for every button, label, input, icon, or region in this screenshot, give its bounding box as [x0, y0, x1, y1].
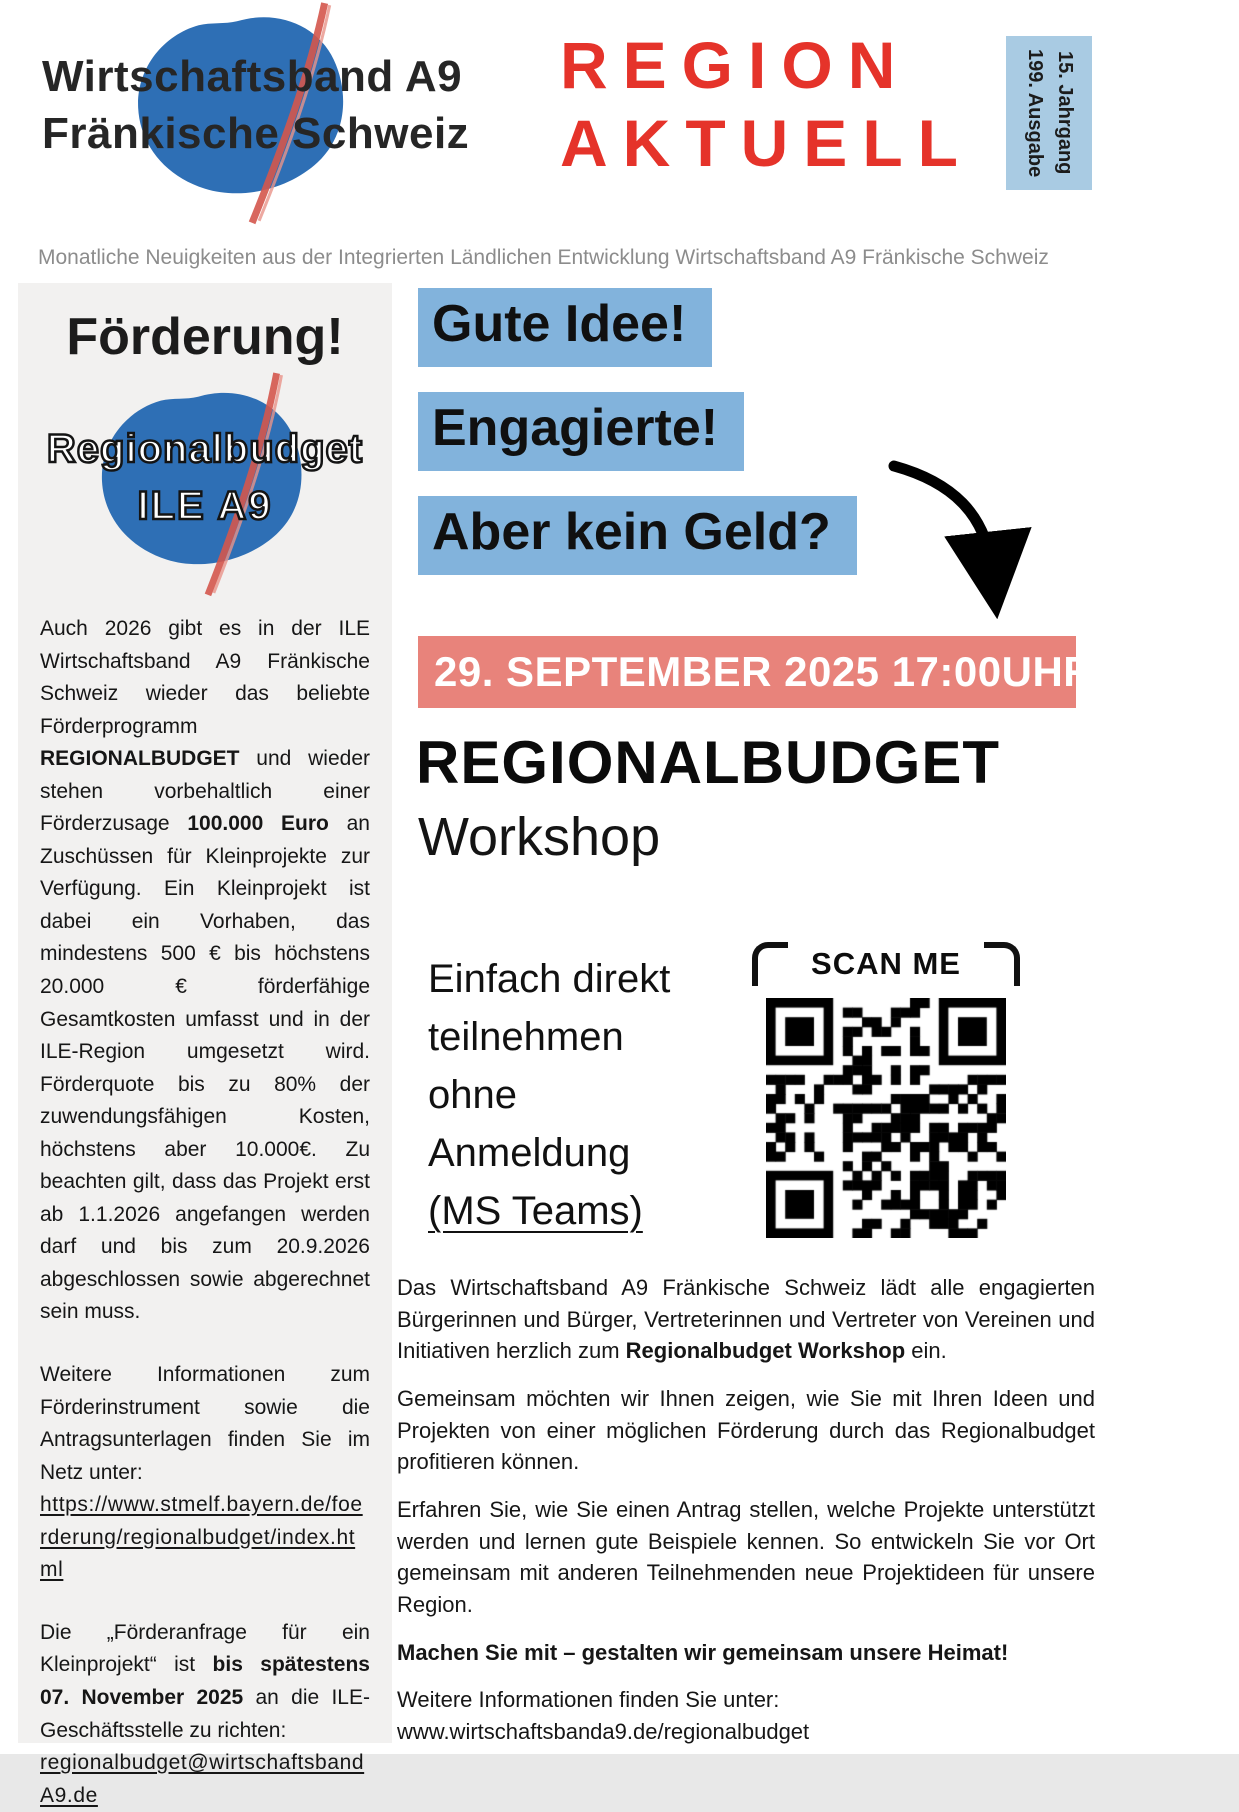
scan-frame-corner-left — [752, 942, 788, 986]
qr-code — [766, 998, 1006, 1238]
text-segment: an die ILE-Geschäftsstelle zu richten: — [40, 1685, 370, 1742]
edition-year: 15. Jahrgang — [1054, 51, 1076, 175]
text-segment: bis spätestens 07. November 2025 — [40, 1653, 370, 1709]
tagline: Monatliche Neuigkeiten aus der Integrierten Ländlichen Entwicklung Wirtschaftsband A9 Fränkische Schweiz — [38, 246, 1049, 269]
text-segment: REGIONALBUDGET — [40, 747, 240, 771]
link[interactable]: https://www.stmelf.bayern.de/foerderung/regionalbudget/index.html — [40, 1493, 363, 1582]
learn-paragraph — [397, 1494, 1095, 1621]
deadline-paragraph — [40, 1617, 370, 1812]
funding-paragraph — [40, 613, 370, 1329]
text-segment: Regionalbudget Workshop — [625, 1338, 906, 1364]
text-segment: Weitere Informationen zum Förderinstrument sowie die Antragsunterlagen finden Sie im Netz unter: — [40, 1363, 370, 1484]
regionalbudget-logo — [40, 387, 370, 587]
text-segment: an Zuschüssen für Kleinprojekte zur Verfügung. Ein Kleinprojekt ist dabei ein Vorhaben, das mindestens 500 € bis höchstens 20.000 € förderfähige Gesamtkosten umfasst und in der ILE-Region umgesetzt wird. Förderquote bis zu 80% der zuwendungsfähigen Kosten, höchstens aber 10.000€. Zu beachten gilt, dass das Projekt erst ab 1.1.2026 angefangen werden darf und bis zum 20.9.2026 abgeschlossen sowie abgerechnet sein muss. — [40, 812, 370, 1324]
scan-me-label: SCAN ME — [811, 946, 961, 981]
org-name-line2: Fränkische Schweiz — [42, 109, 470, 158]
event-date-banner: 29. SEPTEMBER 2025 17:00UHR — [418, 636, 1076, 708]
more-info — [397, 1684, 1095, 1747]
org-name-line1: Wirtschaftsband A9 — [42, 52, 463, 101]
participation-line-1: Einfach direkt — [428, 957, 671, 1001]
funding-sidebar — [18, 283, 392, 1807]
masthead-title — [560, 26, 973, 182]
text-segment: Erfahren Sie, wie Sie einen Antrag stellen, welche Projekte unterstützt werden und lernen gute Beispiele kennen. So entwickeln Sie vor Ort gemeinsam mit anderen Teilnehmenden neue Projektideen für unsere Region. — [397, 1497, 1095, 1618]
text-segment: 100.000 Euro — [187, 812, 329, 836]
text-segment: Auch 2026 gibt es in der ILE Wirtschaftsband A9 Fränkische Schweiz wieder das beliebte Förderprogramm — [40, 617, 370, 738]
masthead-line1: REGION — [560, 28, 911, 102]
arrow-down-right-icon — [884, 452, 1026, 600]
text-segment: und wieder stehen vorbehaltlich einer Förderzusage — [40, 747, 370, 836]
text-segment: ein. — [905, 1338, 947, 1364]
highlight-kein-geld: Aber kein Geld? — [418, 496, 857, 575]
more-info-url: www.wirtschaftsbanda9.de/regionalbudget — [397, 1719, 810, 1745]
text-segment: Gemeinsam möchten wir Ihnen zeigen, wie Sie mit Ihren Ideen und Projekten von einer möglichen Förderung durch das Regionalbudget profitieren können. — [397, 1386, 1095, 1475]
scan-frame-corner-right — [984, 942, 1020, 986]
ms-teams-label: (MS Teams) — [428, 1189, 643, 1233]
regionalbudget-logo-line2: ILE A9 — [137, 484, 273, 528]
text-segment: Das Wirtschaftsband A9 Fränkische Schweiz lädt alle engagierten Bürgerinnen und Bürger, Vertreterinnen und Vertreter von Vereinen und Initiativen herzlich zum — [397, 1275, 1095, 1364]
participation-line-3: ohne — [428, 1073, 517, 1117]
link[interactable]: regionalbudget@wirtschaftsbandA9.de — [40, 1751, 365, 1807]
participation-line-2: teilnehmen — [428, 1015, 624, 1059]
highlight-gute-idee: Gute Idee! — [418, 288, 712, 367]
scan-me-frame — [752, 942, 1020, 1238]
more-info-label: Weitere Informationen finden Sie unter: — [397, 1687, 780, 1713]
invitation-paragraph — [397, 1272, 1095, 1367]
highlight-engagierte: Engagierte! — [418, 392, 744, 471]
edition-badge — [1006, 36, 1092, 190]
funding-heading: Förderung! — [66, 308, 344, 366]
call-to-action — [397, 1637, 1095, 1669]
event-title: REGIONALBUDGET — [416, 729, 1000, 796]
event-subtitle: Workshop — [418, 807, 661, 867]
regionalbudget-logo-line1: Regionalbudget — [46, 427, 364, 471]
masthead-line2: AKTUELL — [560, 106, 973, 180]
text-segment: Die „Förderanfrage für ein Kleinprojekt“ ist — [40, 1620, 370, 1677]
edition-issue: 199. Ausgabe — [1024, 48, 1046, 178]
text-segment: Machen Sie mit – gestalten wir gemeinsam unsere Heimat! — [397, 1639, 1009, 1665]
participation-line-4: Anmeldung — [428, 1131, 631, 1175]
info-links-paragraph — [40, 1359, 370, 1587]
benefit-paragraph — [397, 1383, 1095, 1478]
org-name — [42, 48, 469, 162]
scan-me-header — [752, 942, 1020, 990]
regionalbudget-logo-title — [40, 387, 370, 529]
participation-note — [428, 950, 758, 1240]
event-description — [397, 1272, 1095, 1764]
